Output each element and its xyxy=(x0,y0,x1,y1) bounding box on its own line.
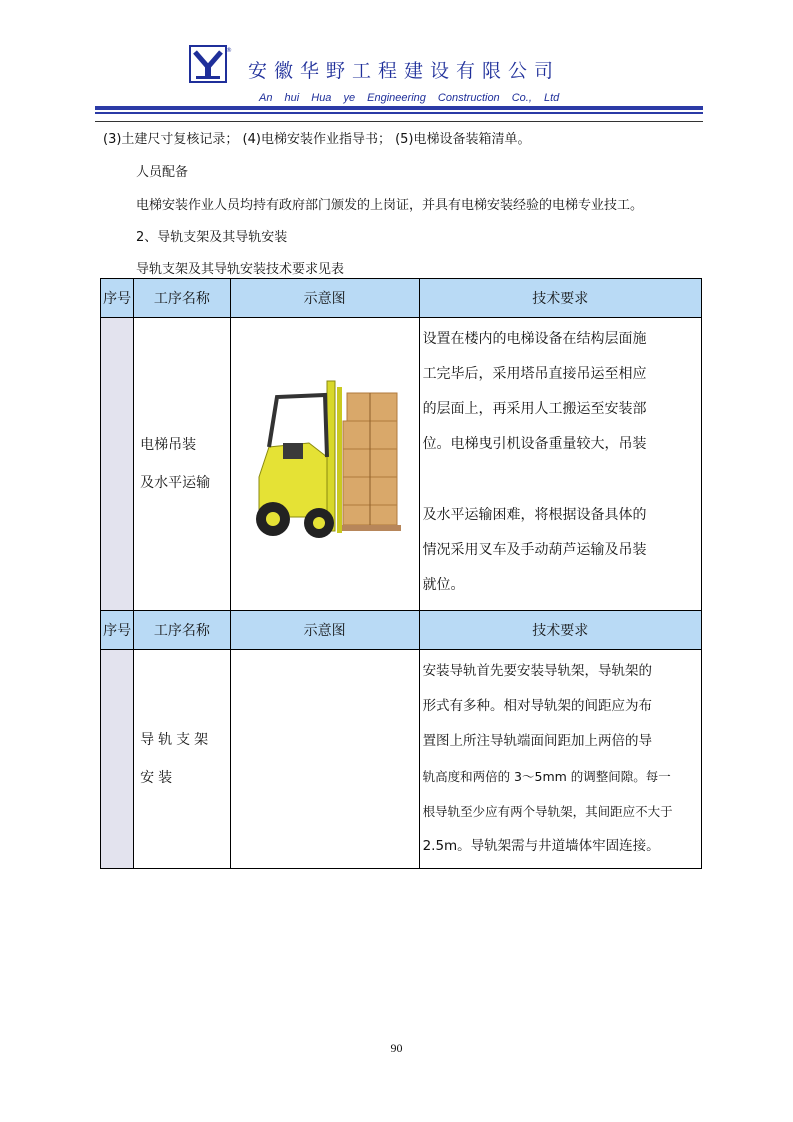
header-requirements: 技术要求 xyxy=(419,611,701,650)
staff-paragraph: 电梯安装作业人员均持有政府部门颁发的上岗证，并具有电梯安装经验的电梯专业技工。 xyxy=(136,198,644,213)
company-name-en: An hui Hua ye Engineering Construction Co., Ltd xyxy=(259,92,560,104)
header-diagram: 示意图 xyxy=(230,279,419,318)
forklift-with-boxes-image xyxy=(239,377,411,547)
header-process-name: 工序名称 xyxy=(134,279,230,318)
header-rule-thin xyxy=(95,112,703,114)
process-name-cell xyxy=(134,318,230,611)
header-rule-bottom xyxy=(95,121,703,122)
section-heading-staff: 人员配备 xyxy=(136,165,189,180)
line-gap xyxy=(423,462,697,498)
table-row xyxy=(101,318,702,611)
table-header-row xyxy=(101,611,702,650)
requirement-line: 的层面上，再采用人工搬运至安装部 xyxy=(422,401,647,417)
svg-text:®: ® xyxy=(226,47,232,54)
table-row xyxy=(101,650,702,869)
process-name-line: 及水平运输 xyxy=(140,475,211,491)
requirement-line: 安装导轨首先要安装导轨架，导轨架的 xyxy=(422,663,653,679)
row-index-cell xyxy=(101,318,134,611)
row-index-cell xyxy=(101,650,134,869)
header-requirements: 技术要求 xyxy=(419,279,701,318)
section-heading-guide-rail: 2、导轨支架及其导轨安装 xyxy=(136,230,288,245)
company-logo xyxy=(189,45,231,85)
company-name-cn: 安徽华野工程建设有限公司 xyxy=(248,60,561,82)
process-name-line: 电梯吊装 xyxy=(140,437,197,453)
requirement-line: 设置在楼内的电梯设备在结构层面施 xyxy=(422,331,647,347)
process-name-line: 安装 xyxy=(140,770,177,786)
header-diagram: 示意图 xyxy=(230,611,419,650)
requirement-line: 位。电梯曳引机设备重量较大，吊装 xyxy=(422,436,647,452)
requirement-line: 工完毕后，采用塔吊直接吊运至相应 xyxy=(422,366,647,382)
requirement-line: 形式有多种。相对导轨架的间距应为布 xyxy=(422,698,653,714)
header-rule-thick xyxy=(95,106,703,110)
requirement-line: 2.5m。导轨架需与井道墙体牢固连接。 xyxy=(422,838,660,854)
header-process-name: 工序名称 xyxy=(134,611,230,650)
requirement-line: 轨高度和两倍的 3～5mm 的调整间隙。每一 xyxy=(422,769,671,784)
page-number: 90 xyxy=(390,1041,403,1055)
requirement-line: 置图上所注导轨端面间距加上两倍的导 xyxy=(422,733,653,749)
header-index: 序号 xyxy=(101,279,134,318)
requirement-line: 根导轨至少应有两个导轨架，其间距应不大于 xyxy=(422,804,673,819)
process-requirements-table xyxy=(100,278,702,869)
table-header-row xyxy=(101,279,702,318)
table-caption: 导轨支架及其导轨安装技术要求见表 xyxy=(136,262,345,277)
requirement-line: 就位。 xyxy=(422,577,465,593)
diagram-cell xyxy=(230,650,419,869)
requirements-cell xyxy=(419,318,701,611)
diagram-cell xyxy=(230,318,419,611)
requirement-line: 及水平运输困难，将根据设备具体的 xyxy=(422,507,647,523)
requirement-line: 情况采用叉车及手动葫芦运输及吊装 xyxy=(422,542,647,558)
process-name-line: 导轨支架 xyxy=(140,732,213,748)
requirements-cell xyxy=(419,650,701,869)
process-name-cell xyxy=(134,650,230,869)
header-index: 序号 xyxy=(101,611,134,650)
document-list-line: (3)土建尺寸复核记录； (4)电梯安装作业指导书； (5)电梯设备装箱清单。 xyxy=(103,132,531,147)
